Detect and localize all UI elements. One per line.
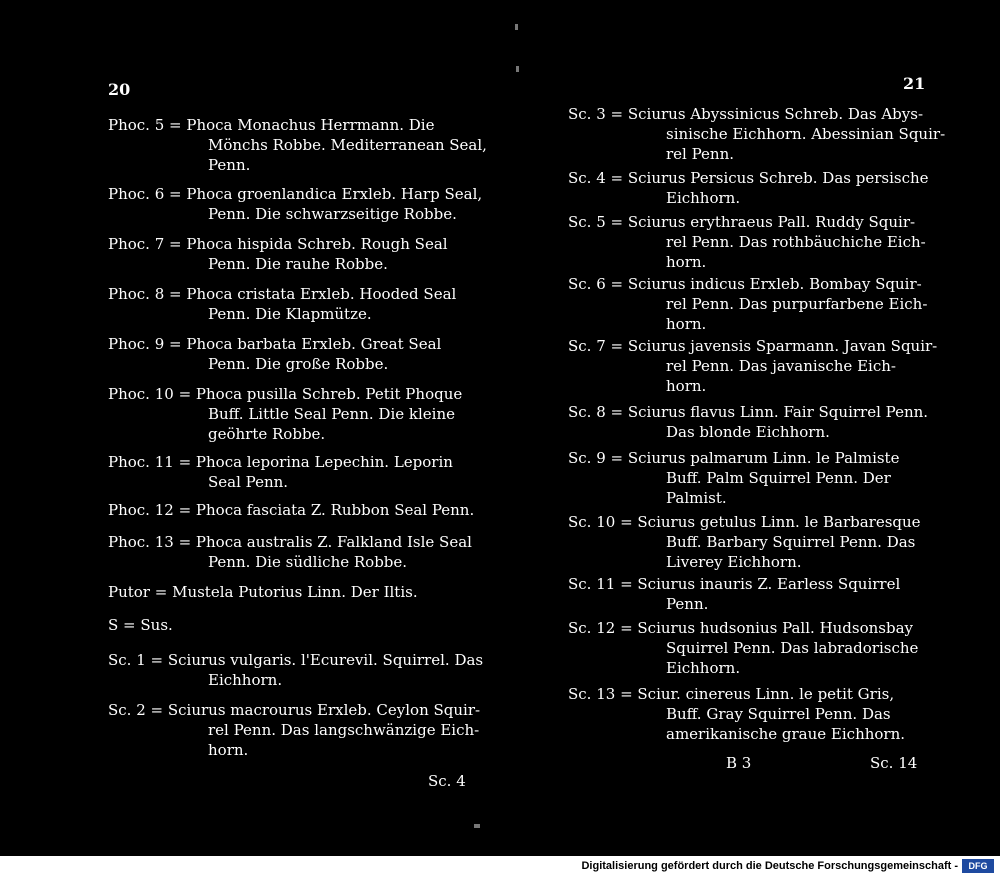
digitization-footer (0, 856, 1000, 876)
entry-putor: Putor = Mustela Putorius Linn. Der Iltis. (108, 583, 418, 601)
entry-sc-5: Sc. 5 = Sciurus erythraeus Pall. Ruddy Squir- rel Penn. Das rothbäuchiche Eich- horn. (568, 213, 926, 271)
catchword-right: Sc. 14 (870, 754, 918, 772)
page-number-right: 21 (903, 74, 926, 93)
entry-phoc-7: Phoc. 7 = Phoca hispida Schreb. Rough Seal Penn. Die rauhe Robbe. (108, 235, 448, 273)
entry-phoc-6: Phoc. 6 = Phoca groenlandica Erxleb. Harp Seal, Penn. Die schwarzseitige Robbe. (108, 185, 483, 223)
entry-sc-3: Sc. 3 = Sciurus Abyssinicus Schreb. Das Abys- sinische Eichhorn. Abessinian Squir- rel Penn. (568, 105, 946, 163)
entry-phoc-12: Phoc. 12 = Phoca fasciata Z. Rubbon Seal Penn. (108, 501, 475, 519)
entry-sc-10: Sc. 10 = Sciurus getulus Linn. le Barbaresque Buff. Barbary Squirrel Penn. Das Liverey Eichhorn. (568, 513, 921, 571)
entry-sc-1: Sc. 1 = Sciurus vulgaris. l'Ecurevil. Squirrel. Das Eichhorn. (108, 651, 484, 689)
entry-sc-12: Sc. 12 = Sciurus hudsonius Pall. Hudsonsbay Squirrel Penn. Das labradorische Eichhorn. (568, 619, 919, 677)
entry-phoc-13: Phoc. 13 = Phoca australis Z. Falkland Isle Seal Penn. Die südliche Robbe. (108, 533, 472, 571)
entry-sc-11: Sc. 11 = Sciurus inauris Z. Earless Squirrel Penn. (568, 575, 901, 613)
signature-mark: B 3 (726, 754, 752, 772)
entry-sc-13: Sc. 13 = Sciur. cinereus Linn. le petit Gris, Buff. Gray Squirrel Penn. Das amerikanische graue Eichhorn. (568, 685, 906, 743)
entry-sc-4: Sc. 4 = Sciurus Persicus Schreb. Das persische Eichhorn. (568, 169, 929, 207)
entry-phoc-10: Phoc. 10 = Phoca pusilla Schreb. Petit Phoque Buff. Little Seal Penn. Die kleine geöhrte Robbe. (108, 385, 463, 443)
entry-sc-6: Sc. 6 = Sciurus indicus Erxleb. Bombay Squir- rel Penn. Das purpurfarbene Eich- horn. (568, 275, 928, 333)
left-page (0, 0, 500, 856)
right-page (500, 0, 1000, 856)
entry-s: S = Sus. (108, 616, 173, 634)
entry-phoc-11: Phoc. 11 = Phoca leporina Lepechin. Leporin Seal Penn. (108, 453, 453, 491)
entry-phoc-8: Phoc. 8 = Phoca cristata Erxleb. Hooded Seal Penn. Die Klapmütze. (108, 285, 457, 323)
footer-credit-text: Digitalisierung gefördert durch die Deutsche Forschungsgemeinschaft - (581, 860, 958, 872)
dfg-logo-icon[interactable]: DFG (962, 859, 994, 873)
catchword-left: Sc. 4 (428, 772, 466, 790)
entry-phoc-9: Phoc. 9 = Phoca barbata Erxleb. Great Seal Penn. Die große Robbe. (108, 335, 442, 373)
entry-sc-8: Sc. 8 = Sciurus flavus Linn. Fair Squirrel Penn. Das blonde Eichhorn. (568, 403, 929, 441)
page-number-left: 20 (108, 80, 131, 99)
entry-phoc-5: Phoc. 5 = Phoca Monachus Herrmann. Die Mönchs Robbe. Mediterranean Seal, Penn. (108, 116, 487, 174)
binding-mark (474, 824, 480, 828)
entry-sc-7: Sc. 7 = Sciurus javensis Sparmann. Javan Squir- rel Penn. Das javanische Eich- horn. (568, 337, 938, 395)
entry-sc-9: Sc. 9 = Sciurus palmarum Linn. le Palmiste Buff. Palm Squirrel Penn. Der Palmist. (568, 449, 900, 507)
entry-sc-2: Sc. 2 = Sciurus macrourus Erxleb. Ceylon Squir- rel Penn. Das langschwänzige Eich- horn. (108, 701, 481, 759)
